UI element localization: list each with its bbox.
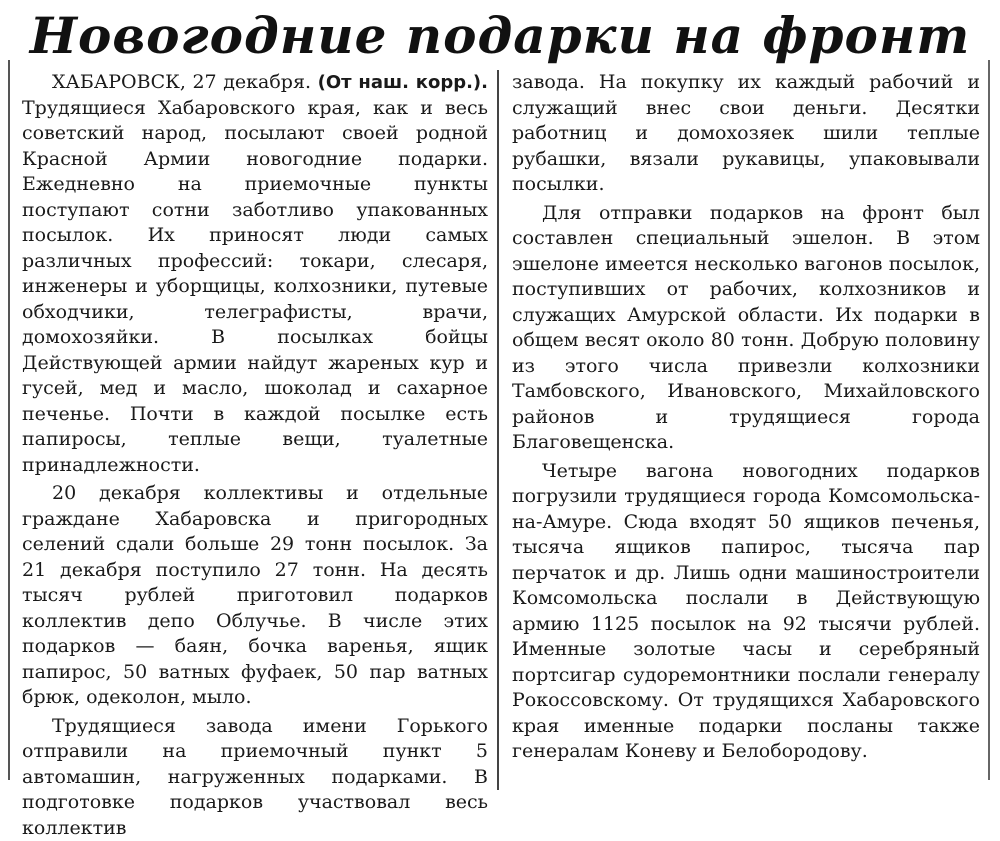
- paragraph-2: 20 декабря коллективы и отдельные граждане Хабаровска и пригородных селений сдали больше 29 тонн посылок. За 21 декабря поступило 27 тонн. На десять тысяч рублей приготовил подарков коллектив депо Облучье. В числе этих подарков — баян, бочка варенья, ящик папирос, 50 ватных фуфаек, 50 пар ватных брюк, одеколон, мыло.: [22, 481, 488, 711]
- left-border-rule: [8, 60, 10, 780]
- left-column: [22, 70, 488, 788]
- dateline: ХАБАРОВСК, 27 декабря.: [52, 71, 311, 93]
- column-divider: [497, 70, 499, 790]
- paragraph-5: Четыре вагона новогодних подарков погрузили трудящиеся города Комсомольска-на-Амуре. Сюда входят 50 ящиков печенья, тысяча ящиков папирос, тысяча пар перчаток и др. Лишь одни машиностроители Комсомольска послали в Действующую армию 1125 посылок на 92 тысячи рублей. Именные золотые часы и серебряный портсигар судоремонтники послали генералу Рокоссовскому. От трудящихся Хабаровского края именные подарки посланы также генералам Коневу и Белобородову.: [512, 459, 980, 765]
- paragraph-4: Для отправки подарков на фронт был составлен специальный эшелон. В этом эшелоне имеется несколько вагонов посылок, поступивших от рабочих, колхозников и служащих Амурской области. Их подарки в общем весят около 80 тонн. Добрую половину из этого числа привезли колхозники Тамбовского, Ивановского, Михайловского районов и трудящиеся города Благовещенска.: [512, 201, 980, 456]
- paragraph-1: [22, 70, 488, 478]
- article-headline: Новогодние подарки на фронт: [20, 6, 980, 66]
- right-column: [512, 70, 980, 788]
- paragraph-1-text: Трудящиеся Хабаровского края, как и весь советский народ, посылают своей родной Красной Армии новогодние подарки. Ежедневно на приемочные пункты поступают сотни заботливо упакованных посылок. Их приносят люди самых различных профессий: токари, слесаря, инженеры и уборщицы, колхозники, путевые обходчики, телеграфисты, врачи, домохозяйки. В посылках бойцы Действующей армии найдут жареных кур и гусей, мед и масло, шоколад и сахарное печенье. Почти в каждой посылке есть папиросы, теплые вещи, туалетные принадлежности.: [22, 97, 488, 476]
- paragraph-3: Трудящиеся завода имени Горького отправили на приемочный пункт 5 автомашин, нагруженных подарками. В подготовке подарков участвовал весь коллектив: [22, 714, 488, 841]
- paragraph-3-continued: завода. На покупку их каждый рабочий и служащий внес свои деньги. Десятки работниц и домохозяек шили теплые рубашки, вязали рукавицы, упаковывали посылки.: [512, 70, 980, 198]
- source-credit: (От наш. корр.).: [318, 72, 488, 93]
- right-border-rule: [988, 60, 990, 780]
